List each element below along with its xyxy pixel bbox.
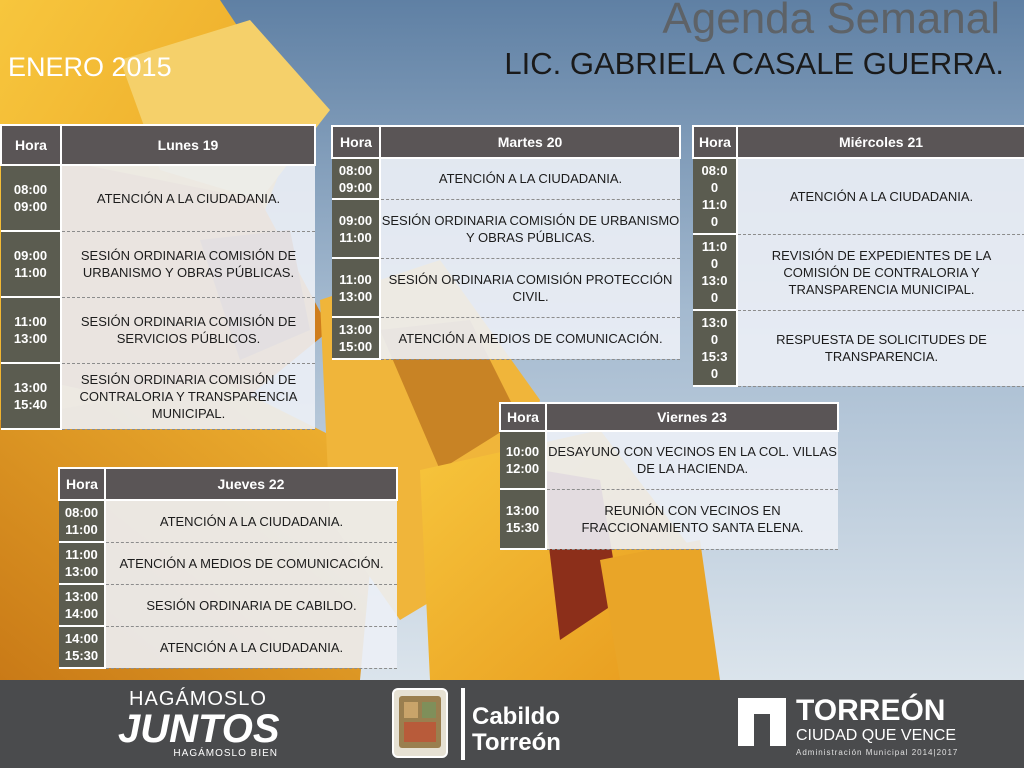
activity-cell: SESIÓN ORDINARIA COMISIÓN DE CONTRALORIA Y TRANSPARENCIA MUNICIPAL.	[61, 363, 315, 429]
table-row	[500, 489, 838, 549]
activity-cell: DESAYUNO CON VECINOS EN LA COL. VILLAS DE LA HACIENDA.	[546, 431, 838, 489]
table-row	[59, 626, 397, 668]
activity-cell: ATENCIÓN A LA CIUDADANIA.	[61, 165, 315, 231]
schedule-lunes	[0, 124, 316, 430]
activity-cell: SESIÓN ORDINARIA DE CABILDO.	[105, 584, 397, 626]
table-header-row	[1, 125, 315, 165]
table-row	[59, 584, 397, 626]
hagamoslo-bien-text: HAGÁMOSLO BIEN	[173, 748, 278, 759]
table-header-row	[693, 126, 1024, 158]
time-cell: 13:00 14:00	[59, 584, 105, 626]
time-cell: 13:0 0 15:3 0	[693, 310, 737, 386]
cabildo-torreon-logo	[472, 704, 561, 756]
hour-header: Hora	[500, 403, 546, 431]
torreon-name: TORREÓN	[796, 694, 946, 727]
time-cell: 10:00 12:00	[500, 431, 546, 489]
table-header-row	[332, 126, 680, 158]
table-row	[332, 199, 680, 258]
activity-cell: ATENCIÓN A MEDIOS DE COMUNICACIÓN.	[380, 317, 680, 359]
table-row	[332, 158, 680, 199]
hagamoslo-top-text: HAGÁMOSLO	[129, 688, 267, 710]
juntos-text: JUNTOS	[118, 707, 280, 751]
activity-cell: REVISIÓN DE EXPEDIENTES DE LA COMISIÓN DE CONTRALORIA Y TRANSPARENCIA MUNICIPAL.	[737, 234, 1024, 310]
time-cell: 13:00 15:30	[500, 489, 546, 549]
hour-header: Hora	[59, 468, 105, 500]
day-header: Martes 20	[380, 126, 680, 158]
time-cell: 13:00 15:00	[332, 317, 380, 359]
day-header: Miércoles 21	[737, 126, 1024, 158]
activity-cell: RESPUESTA DE SOLICITUDES DE TRANSPARENCIA.	[737, 310, 1024, 386]
hour-header: Hora	[332, 126, 380, 158]
day-header: Lunes 19	[61, 125, 315, 165]
table-row	[59, 542, 397, 584]
activity-cell: ATENCIÓN A LA CIUDADANIA.	[105, 500, 397, 542]
activity-cell: ATENCIÓN A MEDIOS DE COMUNICACIÓN.	[105, 542, 397, 584]
schedule-jueves	[58, 467, 398, 669]
table-row	[59, 500, 397, 542]
activity-cell: SESIÓN ORDINARIA COMISIÓN DE SERVICIOS PÚBLICOS.	[61, 297, 315, 363]
table-row	[1, 363, 315, 429]
activity-cell: ATENCIÓN A LA CIUDADANIA.	[737, 158, 1024, 234]
schedule-miercoles	[692, 125, 1024, 387]
hour-header: Hora	[693, 126, 737, 158]
torreon-emblem-icon	[738, 698, 786, 746]
activity-cell: ATENCIÓN A LA CIUDADANIA.	[380, 158, 680, 199]
time-cell: 13:00 15:40	[1, 363, 61, 429]
time-cell: 11:00 13:00	[332, 258, 380, 317]
table-row	[332, 317, 680, 359]
table-row	[1, 297, 315, 363]
table-header-row	[59, 468, 397, 500]
day-header: Viernes 23	[546, 403, 838, 431]
table-row	[500, 431, 838, 489]
activity-cell: SESIÓN ORDINARIA COMISIÓN DE URBANISMO Y OBRAS PÚBLICAS.	[61, 231, 315, 297]
table-row	[693, 234, 1024, 310]
activity-cell: SESIÓN ORDINARIA COMISIÓN PROTECCIÓN CIVIL.	[380, 258, 680, 317]
table-row	[693, 158, 1024, 234]
cabildo-text: Cabildo	[472, 703, 560, 730]
hour-header: Hora	[1, 125, 61, 165]
time-cell: 11:0 0 13:0 0	[693, 234, 737, 310]
table-row	[332, 258, 680, 317]
shield-icon	[390, 686, 450, 760]
schedule-viernes	[499, 402, 839, 550]
official-name: LIC. GABRIELA CASALE GUERRA.	[504, 46, 1004, 81]
torreon-admin: Administración Municipal 2014|2017	[796, 748, 959, 757]
table-row	[1, 165, 315, 231]
torreon-text: Torreón	[472, 729, 561, 756]
activity-cell: REUNIÓN CON VECINOS EN FRACCIONAMIENTO SANTA ELENA.	[546, 489, 838, 549]
torreon-ciudad-logo	[796, 696, 958, 760]
footer-divider	[461, 688, 465, 760]
time-cell: 08:00 09:00	[1, 165, 61, 231]
time-cell: 11:00 13:00	[59, 542, 105, 584]
time-cell: 11:00 13:00	[1, 297, 61, 363]
time-cell: 09:00 11:00	[1, 231, 61, 297]
activity-cell: ATENCIÓN A LA CIUDADANIA.	[105, 626, 397, 668]
time-cell: 08:00 11:00	[59, 500, 105, 542]
time-cell: 14:00 15:30	[59, 626, 105, 668]
table-row	[693, 310, 1024, 386]
time-cell: 08:00 09:00	[332, 158, 380, 199]
activity-cell: SESIÓN ORDINARIA COMISIÓN DE URBANISMO Y OBRAS PÚBLICAS.	[380, 199, 680, 258]
time-cell: 08:0 0 11:0 0	[693, 158, 737, 234]
footer-bar	[0, 680, 1024, 768]
table-row	[1, 231, 315, 297]
schedule-martes	[331, 125, 681, 360]
hagamoslo-juntos-logo	[118, 688, 278, 759]
agenda-title: Agenda Semanal	[662, 0, 1000, 43]
table-header-row	[500, 403, 838, 431]
day-header: Jueves 22	[105, 468, 397, 500]
month-label: ENERO 2015	[8, 52, 172, 82]
time-cell: 09:00 11:00	[332, 199, 380, 258]
torreon-slogan: CIUDAD QUE VENCE	[796, 727, 957, 744]
